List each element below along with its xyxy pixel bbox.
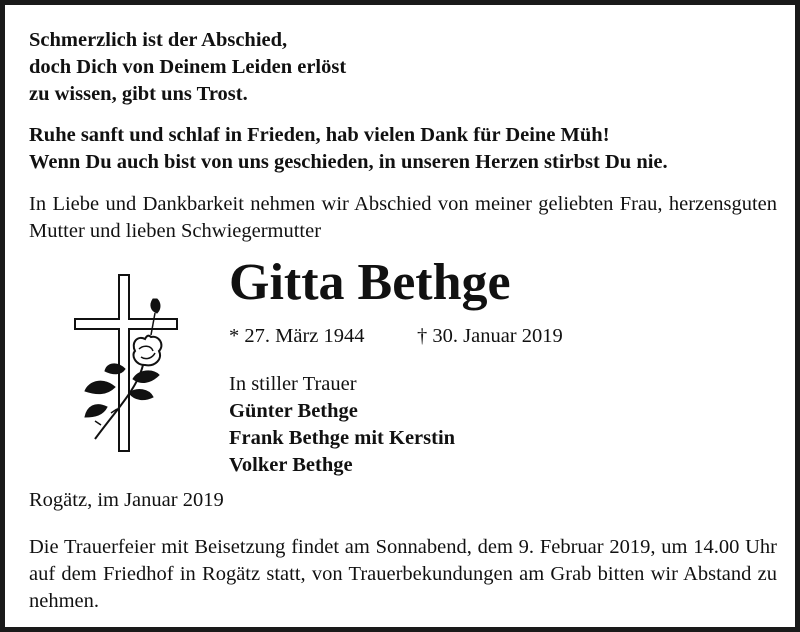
verse-line: Ruhe sanft und schlaf in Frieden, hab vielen Dank für Deine Müh! <box>29 124 610 146</box>
mourner-name: Frank Bethge mit Kerstin <box>229 427 456 449</box>
mourner-name: Volker Bethge <box>229 454 353 476</box>
opening-poem <box>29 27 346 108</box>
verse-line: Wenn Du auch bist von uns geschieden, in unseren Herzen stirbst Du nie. <box>29 151 668 173</box>
death-date: † 30. Januar 2019 <box>417 325 563 347</box>
mourner-name: Günter Bethge <box>229 400 358 422</box>
cross-with-rose-icon <box>67 269 187 455</box>
deceased-name: Gitta Bethge <box>229 254 511 311</box>
poem-line: zu wissen, gibt uns Trost. <box>29 83 248 105</box>
mourners-block <box>229 371 455 479</box>
funeral-info: Die Trauerfeier mit Beisetzung findet am Sonnabend, dem 9. Februar 2019, um 14.00 Uhr auf dem Friedhof in Rogätz statt, von Trauerbekundungen am Grab bitten wir Abstand zu nehmen. <box>29 536 777 612</box>
poem-line: Schmerzlich ist der Abschied, <box>29 29 288 51</box>
intro-text: In Liebe und Dankbarkeit nehmen wir Abschied von meiner geliebten Frau, herzensguten Mutter und lieben Schwiegermutter <box>29 193 777 242</box>
place-date: Rogätz, im Januar 2019 <box>29 489 224 511</box>
mourners-heading: In stiller Trauer <box>229 373 357 395</box>
birth-date: * 27. März 1944 <box>229 325 365 347</box>
farewell-verse <box>29 122 668 176</box>
poem-line: doch Dich von Deinem Leiden erlöst <box>29 56 347 78</box>
